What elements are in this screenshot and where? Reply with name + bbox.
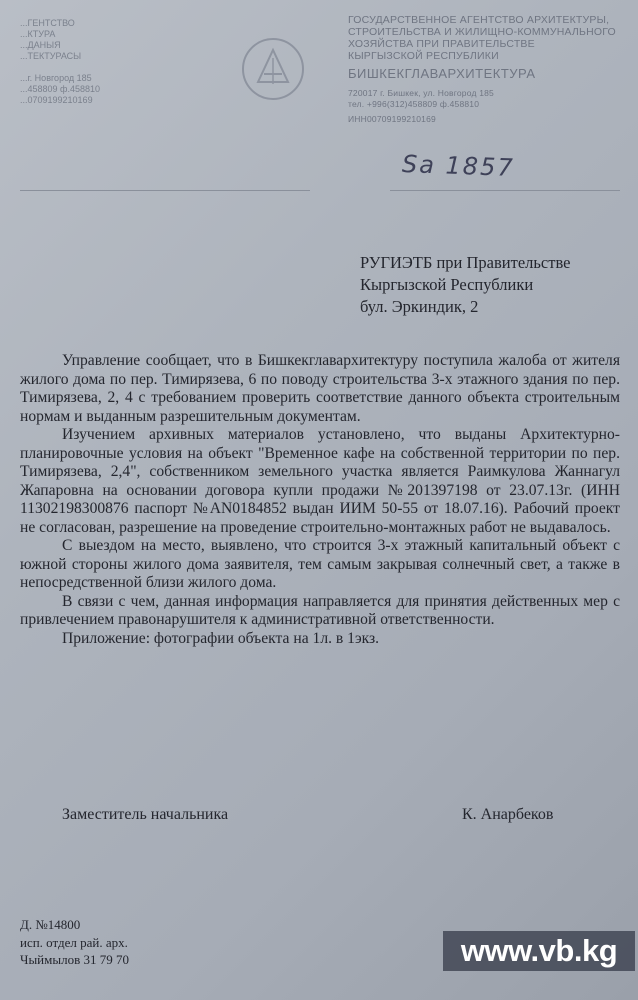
watermark-logo: www.vb.kg	[443, 931, 635, 971]
date-line	[20, 190, 310, 191]
footer-line: Чыймылов 31 79 70	[20, 952, 129, 967]
agency-name-line: ХОЗЯЙСТВА ПРИ ПРАВИТЕЛЬСТВЕ	[348, 38, 535, 50]
department-name: БИШКЕКГЛАВАРХИТЕКТУРА	[348, 66, 536, 81]
recipient-line: Кыргызской Республики	[360, 275, 534, 294]
body-paragraph: Управление сообщает, что в Бишкекглавархитектуру поступила жалоба от жителя жилого дома по пер. Тимирязева, 6 по поводу строительства 3-х этажного здания по пер. Тимирязева, 2, 4 с требованием проверить соответствие данного объекта строительным нормам и выданным разрешительным документам.	[20, 352, 620, 425]
agency-name-line: СТРОИТЕЛЬСТВА И ЖИЛИЩНО-КОММУНАЛЬНОГО	[348, 26, 616, 38]
letterhead-left-line: ...ТЕКТУРАСЫ	[20, 51, 82, 61]
letterhead-left-line: ...ГЕНТСТВО	[20, 18, 75, 28]
letterhead-address	[348, 88, 633, 125]
letterhead-left-line: ...ДАНЫЯ	[20, 40, 61, 50]
footer-line: Д. №14800	[20, 917, 81, 932]
signatory-name: К. Анарбеков	[462, 806, 554, 823]
address-line: 720017 г. Бишкек, ул. Новгород 185	[348, 88, 494, 98]
body-paragraph: С выездом на место, выявлено, что строится 3-х этажный капитальный объект с южной стороны жилого дома заявителя, тем самым закрывая солнечный свет, а также в непосредственной близи жилого дома.	[20, 537, 620, 591]
agency-name-line: КЫРГЫЗСКОЙ РЕСПУБЛИКИ	[348, 50, 499, 62]
recipient-block	[360, 252, 630, 318]
footer-block	[20, 916, 129, 969]
address-line: ИНН00709199210169	[348, 114, 436, 124]
recipient-line: бул. Эркиндик, 2	[360, 297, 479, 316]
letterhead-left-line: ...г. Новгород 185	[20, 73, 92, 83]
letter-body	[20, 352, 620, 648]
attachment-note: Приложение: фотографии объекта на 1л. в 1экз.	[62, 629, 380, 647]
recipient-line: РУГИЭТБ при Правительстве	[360, 253, 571, 272]
letterhead-right	[348, 14, 633, 125]
address-line: тел. +996(312)458809 ф.458810	[348, 99, 480, 109]
handwritten-reg-number: Ѕа 1857	[401, 150, 516, 182]
letterhead-left	[20, 18, 210, 106]
registration-lines	[20, 168, 620, 198]
letterhead-left-line: ...458809 ф.458810	[20, 84, 100, 94]
letterhead-left-line: ...КТУРА	[20, 29, 56, 39]
body-paragraph: Изучением архивных материалов установлено, что выданы Архитектурно-планировочные условия на объект "Временное кафе на собственной территории по пер. Тимирязева, 2,4", собственником земельного участка является Раимкулова Жаннагул Жапаровна на основании договора купли продажи №201397198 от 23.07.13г. (ИНН 11302198300876 паспорт №AN0184852 выдан ИИМ 50-55 от 18.07.16). Рабочий проект не согласован, разрешение на проведение строительно-монтажных работ не выдавалось.	[20, 426, 620, 536]
footer-line: исп. отдел рай. арх.	[20, 934, 128, 950]
agency-name-line: ГОСУДАРСТВЕННОЕ АГЕНТСТВО АРХИТЕКТУРЫ,	[348, 14, 610, 26]
body-paragraph: В связи с чем, данная информация направляется для принятия действенных мер с привлечением правонарушителя к административной ответственности.	[20, 592, 620, 628]
emblem-icon	[238, 34, 308, 104]
number-line	[390, 190, 620, 191]
letterhead-left-line	[20, 62, 210, 73]
signatory-title: Заместитель начальника	[62, 806, 229, 823]
letterhead-left-line: ...0709199210169	[20, 95, 93, 105]
